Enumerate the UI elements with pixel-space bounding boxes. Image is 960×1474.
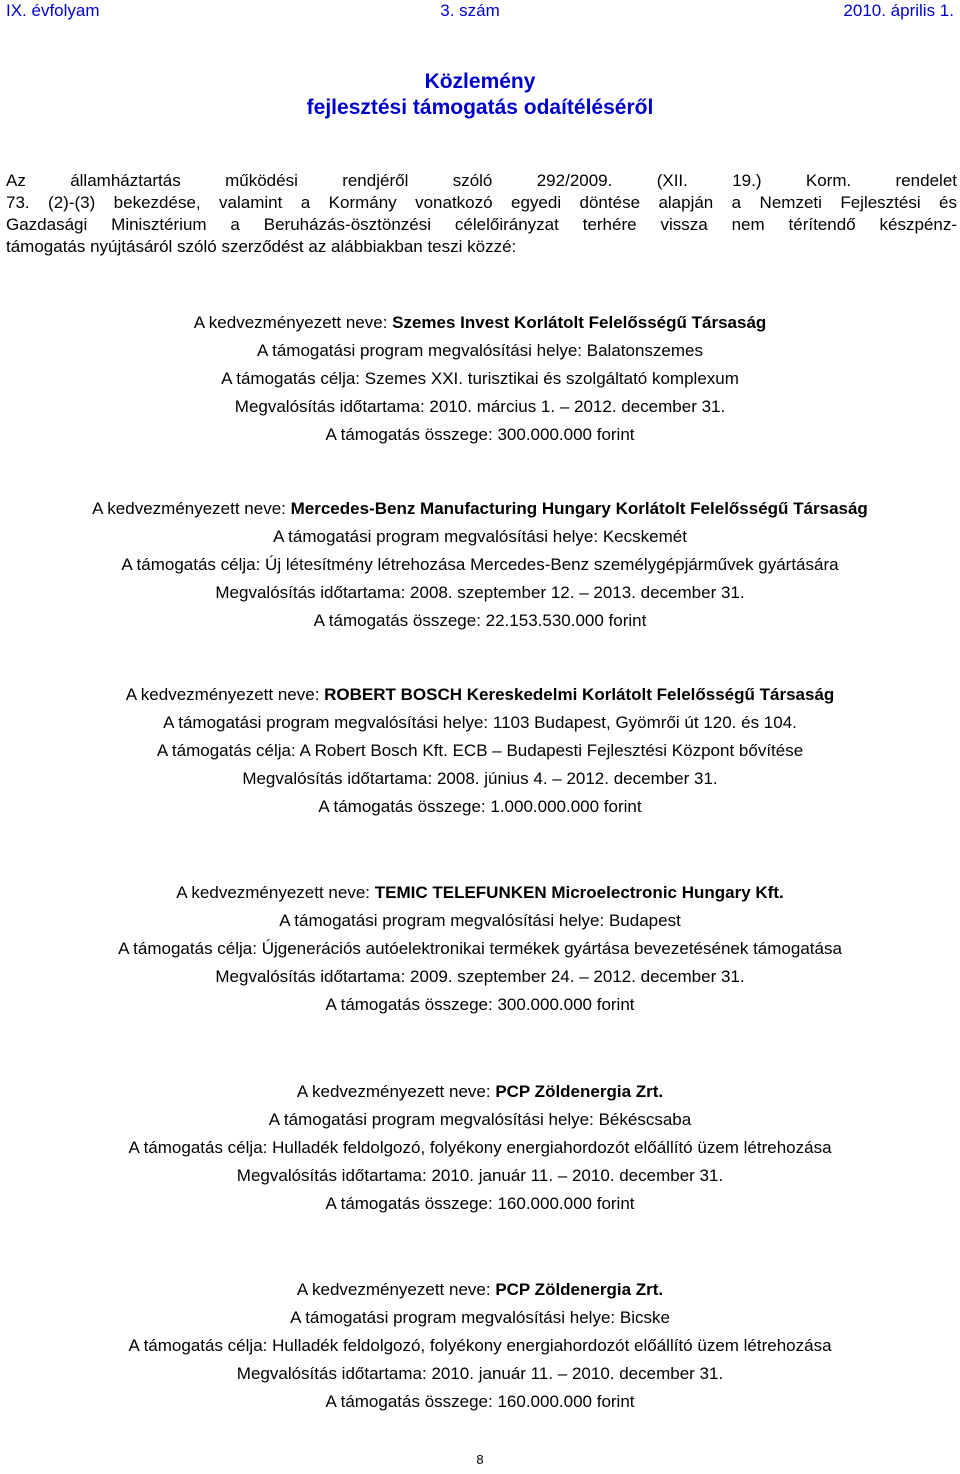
beneficiary-name: Mercedes-Benz Manufacturing Hungary Korlátolt Felelősségű Társaság <box>290 499 868 518</box>
amount-line: A támogatás összege: 22.153.530.000 forint <box>313 611 647 630</box>
amount-line: A támogatás összege: 300.000.000 forint <box>325 995 635 1014</box>
intro-line: támogatás nyújtásáról szóló szerződést az alábbiakban teszi közzé: <box>6 237 517 256</box>
grant-entry <box>0 1078 960 1218</box>
grant-entry <box>0 1276 960 1416</box>
intro-line: Gazdasági Minisztérium a Beruházás-ösztönzési célelőirányzat terhére vissza nem térítendő készpénz- <box>6 215 957 234</box>
purpose-line: A támogatás célja: Újgenerációs autóelektronikai termékek gyártása bevezetésének támogatása <box>118 939 842 958</box>
page-header <box>0 0 960 22</box>
purpose-line: A támogatás célja: Hulladék feldolgozó, folyékony energiahordozót előállító üzem létrehozása <box>128 1138 832 1157</box>
amount-line: A támogatás összege: 160.000.000 forint <box>325 1194 635 1213</box>
period-line: Megvalósítás időtartama: 2009. szeptember 24. – 2012. december 31. <box>215 967 745 986</box>
purpose-line: A támogatás célja: Új létesítmény létrehozása Mercedes-Benz személygépjárművek gyártására <box>121 555 839 574</box>
beneficiary-label: A kedvezményezett neve: <box>296 1280 496 1299</box>
beneficiary-line <box>0 681 960 709</box>
intro-line: Az államháztartás működési rendjéről szóló 292/2009. (XII. 19.) Korm. rendelet <box>6 171 957 190</box>
beneficiary-name: PCP Zöldenergia Zrt. <box>495 1280 664 1299</box>
period-line: Megvalósítás időtartama: 2010. január 11. – 2010. december 31. <box>236 1166 724 1185</box>
location-line: A támogatási program megvalósítási helye: 1103 Budapest, Gyömrői út 120. és 104. <box>163 713 797 732</box>
intro-line: 73. (2)-(3) bekezdése, valamint a Kormány vonatkozó egyedi döntése alapján a Nemzeti Fejlesztési és <box>6 193 957 212</box>
document-title: Közlemény <box>424 70 536 93</box>
grant-entry <box>0 681 960 821</box>
header-volume: IX. évfolyam <box>6 1 100 20</box>
grant-entry <box>0 495 960 635</box>
document-subtitle: fejlesztési támogatás odaítéléséről <box>306 96 654 119</box>
purpose-line: A támogatás célja: A Robert Bosch Kft. ECB – Budapesti Fejlesztési Központ bővítése <box>156 741 804 760</box>
beneficiary-line <box>0 1276 960 1304</box>
grant-entry <box>0 309 960 449</box>
beneficiary-name: TEMIC TELEFUNKEN Microelectronic Hungary Kft. <box>374 883 784 902</box>
beneficiary-label: A kedvezményezett neve: <box>125 685 325 704</box>
beneficiary-name: Szemes Invest Korlátolt Felelősségű Társaság <box>392 313 767 332</box>
period-line: Megvalósítás időtartama: 2008. szeptember 12. – 2013. december 31. <box>215 583 745 602</box>
grant-entry <box>0 879 960 1019</box>
amount-line: A támogatás összege: 160.000.000 forint <box>325 1392 635 1411</box>
header-date: 2010. április 1. <box>843 1 954 20</box>
purpose-line: A támogatás célja: Hulladék feldolgozó, folyékony energiahordozót előállító üzem létrehozása <box>128 1336 832 1355</box>
intro-paragraph <box>6 170 957 258</box>
beneficiary-label: A kedvezményezett neve: <box>193 313 393 332</box>
beneficiary-label: A kedvezményezett neve: <box>176 883 375 902</box>
beneficiary-line <box>0 495 960 523</box>
beneficiary-line <box>0 879 960 907</box>
location-line: A támogatási program megvalósítási helye: Kecskemét <box>273 527 687 546</box>
beneficiary-name: PCP Zöldenergia Zrt. <box>495 1082 664 1101</box>
beneficiary-label: A kedvezményezett neve: <box>296 1082 496 1101</box>
location-line: A támogatási program megvalósítási helye: Balatonszemes <box>256 341 703 360</box>
beneficiary-name: ROBERT BOSCH Kereskedelmi Korlátolt Felelősségű Társaság <box>324 685 835 704</box>
beneficiary-line <box>0 309 960 337</box>
location-line: A támogatási program megvalósítási helye: Budapest <box>279 911 681 930</box>
beneficiary-line <box>0 1078 960 1106</box>
period-line: Megvalósítás időtartama: 2008. június 4. – 2012. december 31. <box>242 769 718 788</box>
header-issue: 3. szám <box>440 1 500 20</box>
location-line: A támogatási program megvalósítási helye: Békéscsaba <box>268 1110 692 1129</box>
location-line: A támogatási program megvalósítási helye: Bicske <box>290 1308 670 1327</box>
period-line: Megvalósítás időtartama: 2010. január 11. – 2010. december 31. <box>236 1364 724 1383</box>
amount-line: A támogatás összege: 1.000.000.000 forint <box>318 797 642 816</box>
beneficiary-label: A kedvezményezett neve: <box>92 499 291 518</box>
page-number: 8 <box>476 1452 484 1467</box>
purpose-line: A támogatás célja: Szemes XXI. turisztikai és szolgáltató komplexum <box>221 369 739 388</box>
amount-line: A támogatás összege: 300.000.000 forint <box>325 425 635 444</box>
period-line: Megvalósítás időtartama: 2010. március 1. – 2012. december 31. <box>234 397 726 416</box>
